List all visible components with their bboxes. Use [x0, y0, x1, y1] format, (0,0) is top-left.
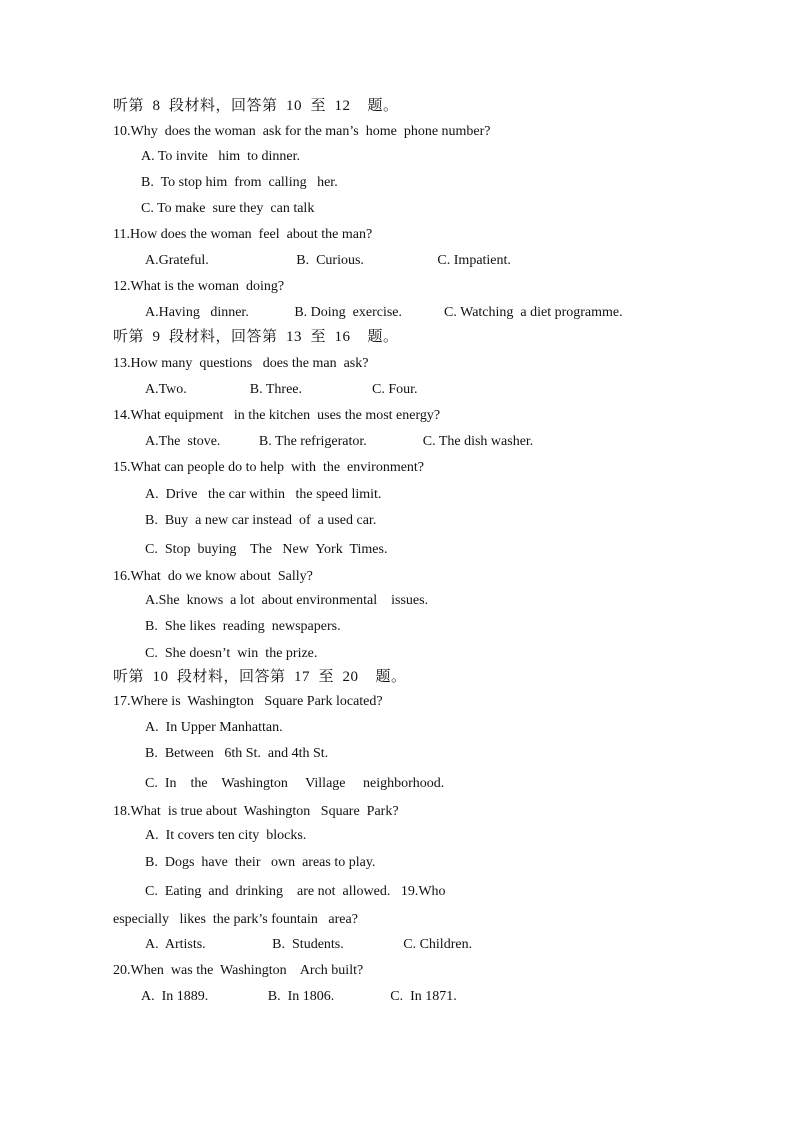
answer-option: C. Eating and drinking are not allowed. 19.Who [145, 884, 446, 899]
question-text: 16.What do we know about Sally? [113, 569, 313, 584]
answer-option: C. She doesn’t win the prize. [145, 646, 318, 661]
answer-option: B. To stop him from calling her. [141, 175, 338, 190]
question-text: especially likes the park’s fountain area? [113, 912, 358, 927]
answer-option: C. In the Washington Village neighborhood. [145, 776, 445, 791]
section-heading: 听第 9 段材料，回答第 13 至 16 题。 [113, 329, 399, 345]
answer-options-row: A.Having dinner. B. Doing exercise. C. Watching a diet programme. [145, 305, 623, 320]
answer-option: A. It covers ten city blocks. [145, 828, 307, 843]
answer-option: B. She likes reading newspapers. [145, 619, 341, 634]
question-text: 11.How does the woman feel about the man? [113, 227, 373, 242]
question-text: 10.Why does the woman ask for the man’s home phone number? [113, 124, 491, 139]
answer-option: B. Buy a new car instead of a used car. [145, 513, 377, 528]
question-text: 18.What is true about Washington Square Park? [113, 804, 399, 819]
answer-option: A. Drive the car within the speed limit. [145, 487, 382, 502]
answer-options-row: A.The stove. B. The refrigerator. C. The dish washer. [145, 434, 534, 449]
question-text: 20.When was the Washington Arch built? [113, 963, 364, 978]
question-text: 13.How many questions does the man ask? [113, 356, 369, 371]
answer-options-row: A. Artists. B. Students. C. Children. [145, 937, 473, 952]
question-text: 15.What can people do to help with the environment? [113, 460, 425, 475]
answer-options-row: A. In 1889. B. In 1806. C. In 1871. [141, 989, 457, 1004]
answer-options-row: A.Grateful. B. Curious. C. Impatient. [145, 253, 511, 268]
answer-option: B. Between 6th St. and 4th St. [145, 746, 329, 761]
answer-option: A. In Upper Manhattan. [145, 720, 283, 735]
answer-option: C. To make sure they can talk [141, 201, 315, 216]
answer-options-row: A.Two. B. Three. C. Four. [145, 382, 418, 397]
answer-option: C. Stop buying The New York Times. [145, 542, 388, 557]
question-text: 12.What is the woman doing? [113, 279, 285, 294]
section-heading: 听第 8 段材料，回答第 10 至 12 题。 [113, 98, 399, 114]
answer-option: A.She knows a lot about environmental issues. [145, 593, 429, 608]
section-heading: 听第 10 段材料，回答第 17 至 20 题。 [113, 669, 407, 685]
answer-option: A. To invite him to dinner. [141, 149, 300, 164]
question-text: 17.Where is Washington Square Park located? [113, 694, 383, 709]
answer-option: B. Dogs have their own areas to play. [145, 855, 376, 870]
question-text: 14.What equipment in the kitchen uses the most energy? [113, 408, 441, 423]
